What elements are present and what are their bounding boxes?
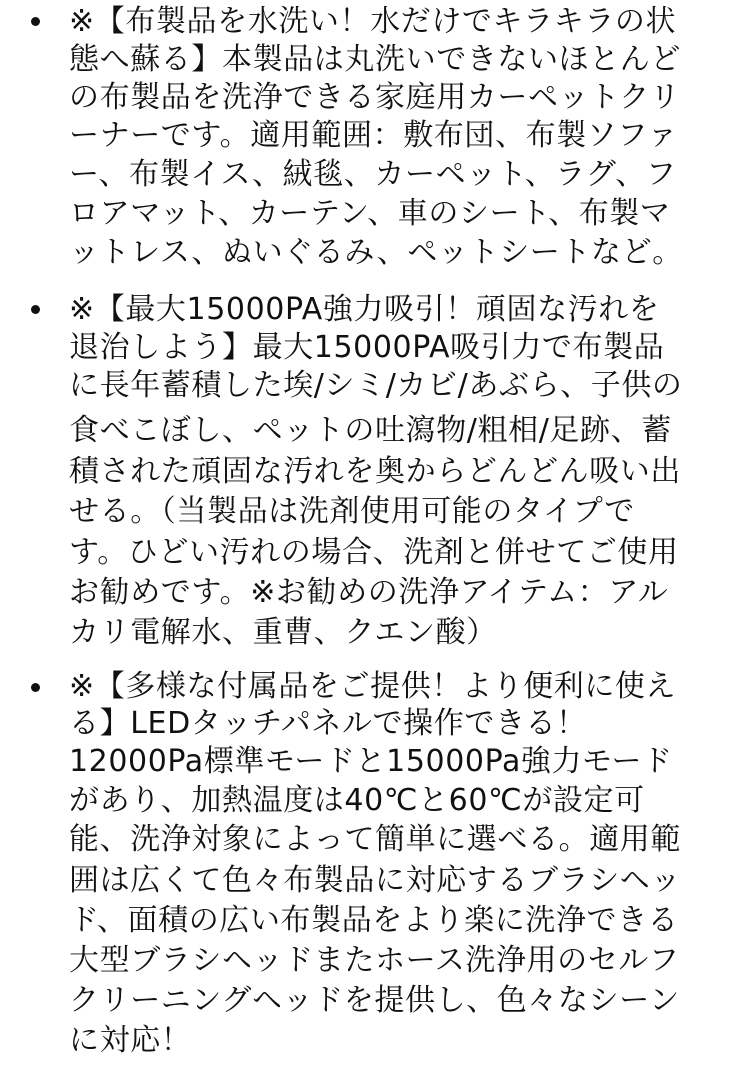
bullet-text-line: ーナーです。適用範囲：敷布団、布製ソファ: [69, 118, 678, 153]
bullet-text-line: に対応！: [69, 1023, 192, 1058]
bullet-text-line: の布製品を洗浄できる家庭用カーペットクリ: [69, 80, 681, 115]
bullet-text-line: があり、加熱温度は40℃と60℃が設定可: [69, 783, 645, 818]
bullet-text-line: 12000Pa標準モードと15000Pa強力モード: [69, 744, 673, 779]
bullet-text-line: 積された頑固な汚れを奥からどんどん吸い出: [69, 454, 681, 489]
bullet-text-line: 囲は広くて色々布製品に対応するブラシヘッ: [69, 863, 681, 898]
bullet-text-line: 大型ブラシヘッドまたホース洗浄用のセルフ: [69, 943, 680, 978]
bullet-text-line: 食べこぼし、ペットの吐瀉物/粗相/足跡、蓄: [69, 413, 672, 448]
bullet-text-line: ロアマット、カーテン、車のシート、布製マ: [69, 196, 671, 231]
bullet-text-line: 能、洗浄対象によって簡単に選べる。適用範: [69, 822, 681, 857]
bullet-dot-icon: [31, 17, 40, 26]
bullet-text-line: 退治しよう】最大15000PA吸引力で布製品: [69, 330, 665, 365]
bullet-text-line: せる。（当製品は洗剤使用可能のタイプで: [69, 494, 635, 529]
bullet-text-line: ※【布製品を水洗い！水だけでキラキラの状: [69, 4, 677, 39]
bullet-text-line: す。ひどい汚れの場合、洗剤と併せてご使用: [69, 535, 679, 570]
bullet-text-line: ットレス、ぬいぐるみ、ペットシートなど。: [69, 235, 683, 270]
bullet-text-line: 態へ蘇る】本製品は丸洗いできないほとんど: [69, 42, 681, 77]
bullet-text-line: ※【多様な付属品をご提供！より便利に使え: [69, 669, 677, 704]
bullet-text-line: クリーニングヘッドを提供し、色々なシーン: [69, 983, 680, 1018]
bullet-dot-icon: [31, 683, 40, 692]
bullet-text-line: ー、布製イス、絨毯、カーペット、ラグ、フ: [69, 157, 677, 192]
bullet-text-line: カリ電解水、重曹、クエン酸）: [69, 615, 497, 650]
bullet-text-line: る】LEDタッチパネルで操作できる！: [69, 706, 587, 741]
bullet-dot-icon: [31, 305, 40, 314]
bullet-text-line: に長年蓄積した埃/シミ/カビ/あぶら、子供の: [69, 368, 683, 403]
bullet-text-line: お勧めです。※お勧めの洗浄アイテム：アル: [69, 575, 669, 610]
bullet-text-line: ※【最大15000PA強力吸引！頑固な汚れを: [69, 292, 660, 327]
bullet-text-line: ド、面積の広い布製品をより楽に洗浄できる: [69, 903, 679, 938]
